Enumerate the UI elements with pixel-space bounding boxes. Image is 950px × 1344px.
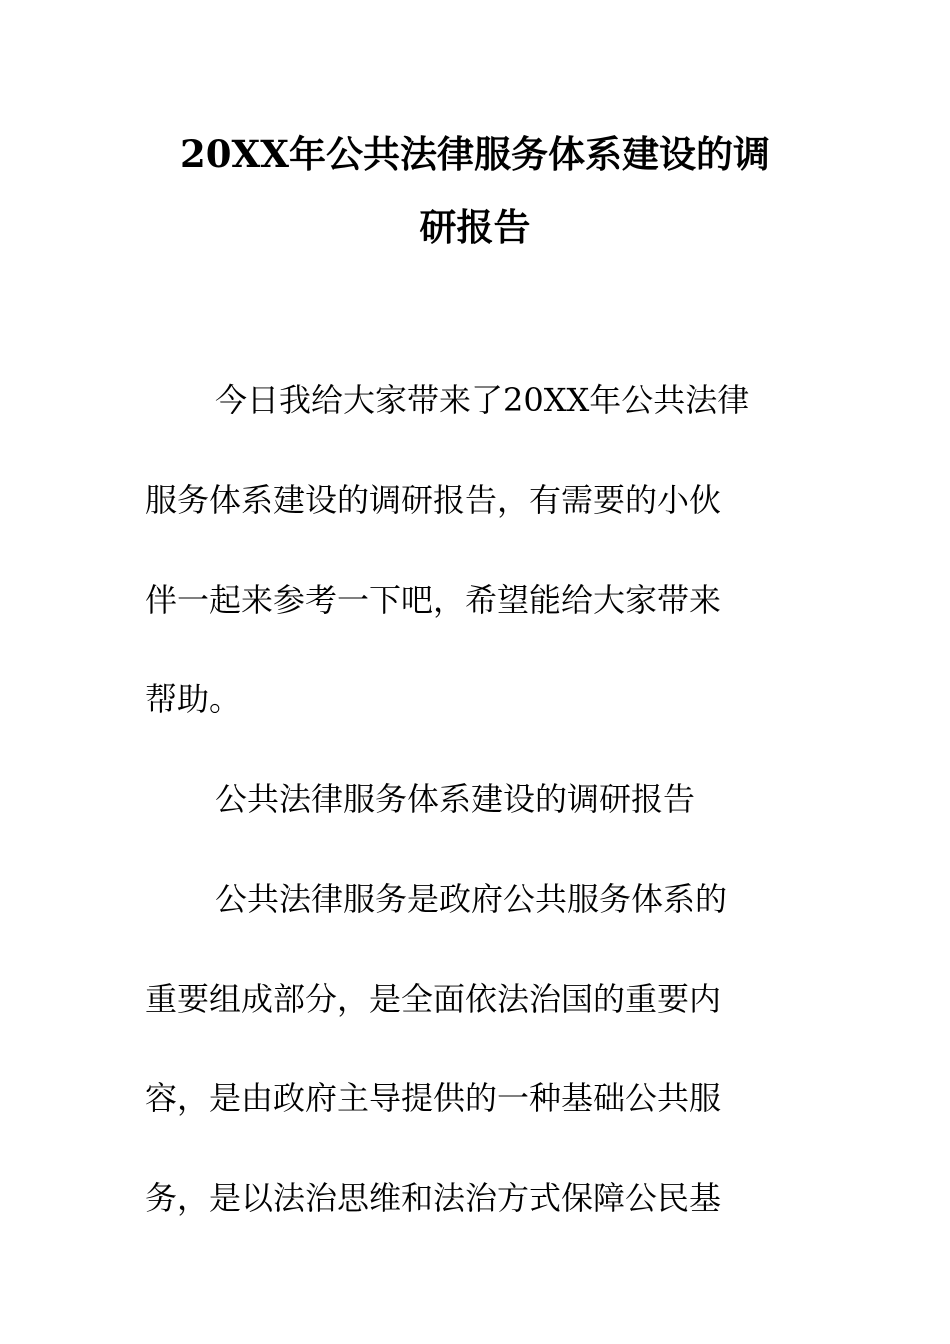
intro-paragraph-line-1: 今日我给大家带来了20XX年公共法律: [215, 381, 750, 419]
intro-paragraph-line-2: 服务体系建设的调研报告，有需要的小伙: [145, 481, 722, 519]
body-paragraph-line-3: 容，是由政府主导提供的一种基础公共服: [145, 1079, 722, 1117]
document-title-line-2: 研报告: [419, 205, 531, 249]
body-paragraph-line-1: 公共法律服务是政府公共服务体系的: [215, 880, 728, 918]
body-paragraph-line-2: 重要组成部分，是全面依法治国的重要内: [145, 980, 722, 1018]
intro-paragraph-line-4: 帮助。: [145, 680, 242, 718]
document-title-line-1: 20XX年公共法律服务体系建设的调: [180, 132, 770, 176]
body-paragraph-line-4: 务，是以法治思维和法治方式保障公民基: [145, 1179, 722, 1217]
section-subheading: 公共法律服务体系建设的调研报告: [215, 780, 696, 818]
intro-paragraph-line-3: 伴一起来参考一下吧，希望能给大家带来: [145, 581, 722, 619]
